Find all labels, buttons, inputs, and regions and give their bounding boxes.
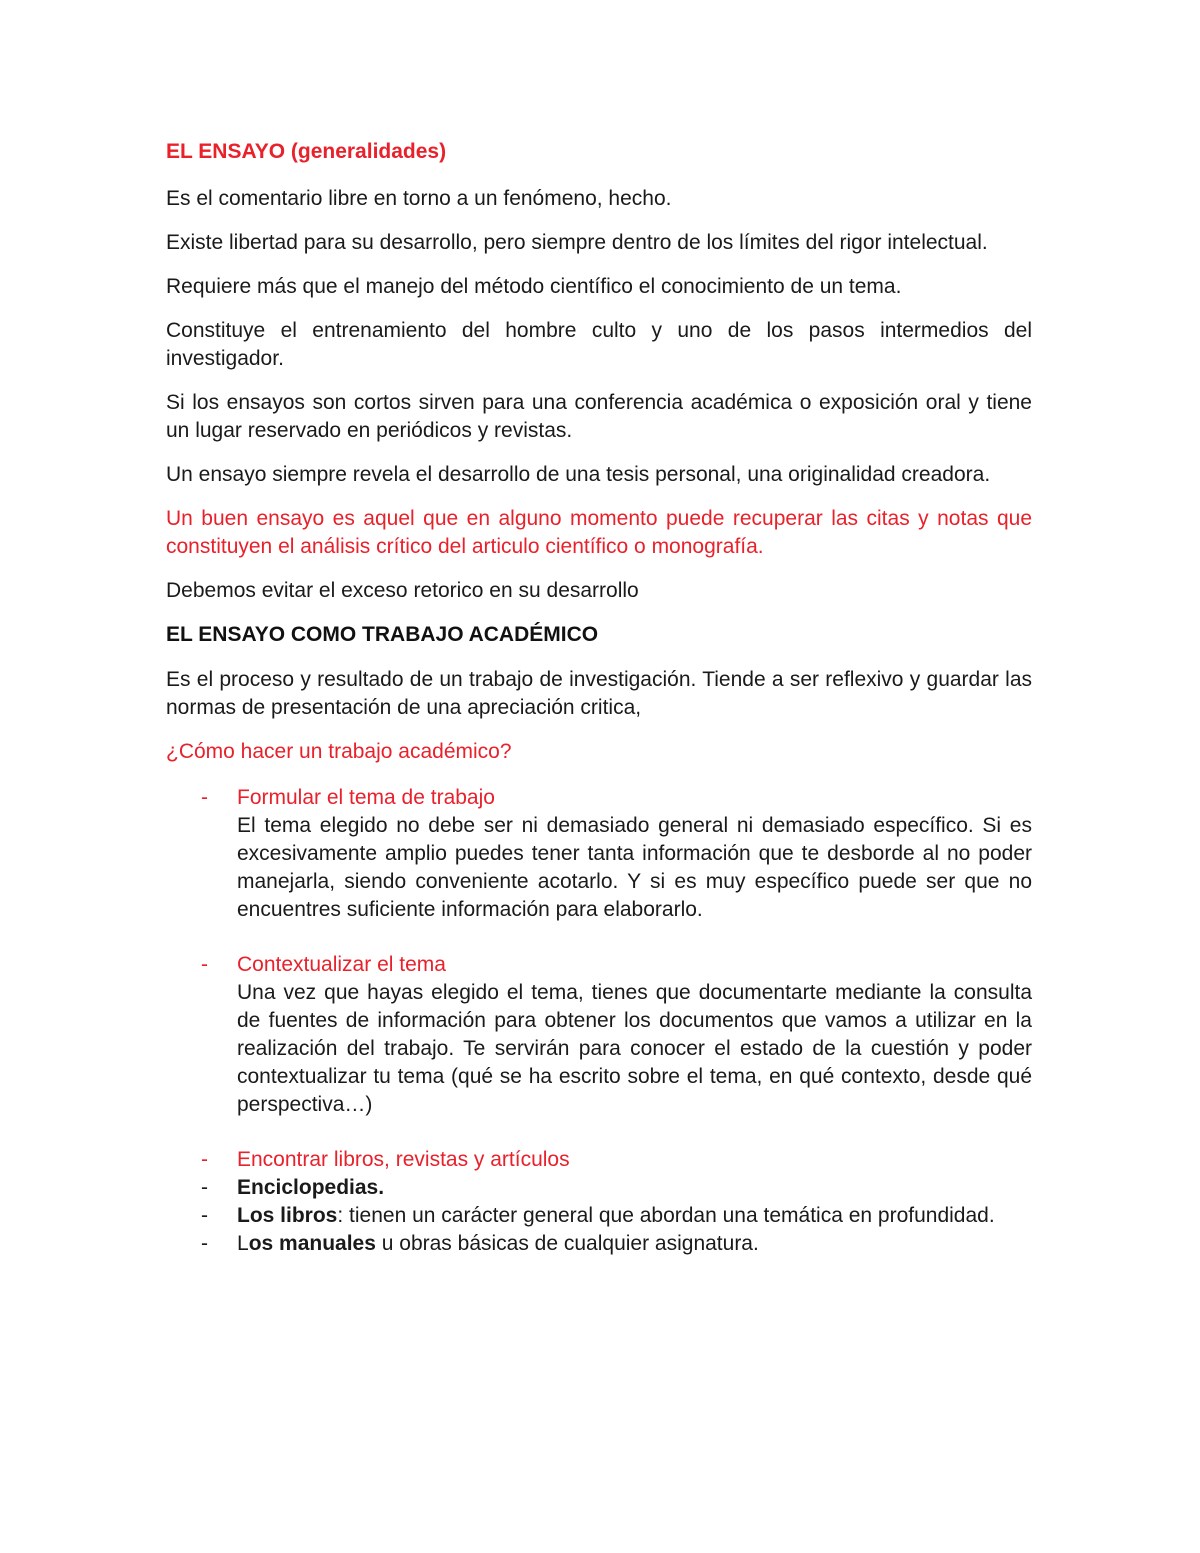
paragraph: Es el comentario libre en torno a un fenómeno, hecho. (166, 187, 672, 210)
paragraph: Un ensayo siempre revela el desarrollo de una tesis personal, una originalidad creadora. (166, 463, 991, 486)
step-body: El tema elegido no debe ser ni demasiado general ni demasiado específico. Si es excesivamente amplio puedes tener tanta información que te desborde al no poder manejarla, siendo conveniente acotarlo. Y si es muy específico puede ser que no encuentres suficiente información para elaborarlo. (237, 814, 1032, 921)
source-item (166, 1230, 1032, 1258)
step-title: Contextualizar el tema (237, 953, 446, 976)
steps-list (166, 784, 1032, 1174)
document-page (166, 138, 1032, 1258)
paragraph: Constituye el entrenamiento del hombre culto y uno de los pasos intermedios del investigador. (166, 319, 1032, 370)
list-item (166, 1146, 1032, 1174)
paragraph: Es el proceso y resultado de un trabajo de investigación. Tiende a ser reflexivo y guardar las normas de presentación de una apreciación critica, (166, 668, 1032, 719)
paragraph: Existe libertad para su desarrollo, pero siempre dentro de los límites del rigor intelectual. (166, 231, 988, 254)
list-dash: - (201, 786, 208, 809)
list-dash: - (201, 1176, 208, 1199)
step-body: Una vez que hayas elegido el tema, tienes que documentarte mediante la consulta de fuentes de información para obtener los documentos que vamos a utilizar en la realización del trabajo. Te servirán para conocer el estado de la cuestión y poder contextualizar tu tema (qué se ha escrito sobre el tema, en qué contexto, desde qué perspectiva…) (237, 981, 1032, 1116)
paragraph: Si los ensayos son cortos sirven para una conferencia académica o exposición oral y tiene un lugar reservado en periódicos y revistas. (166, 391, 1032, 442)
list-dash: - (201, 1232, 208, 1255)
source-description: : tienen un carácter general que abordan una temática en profundidad. (337, 1204, 995, 1227)
step-title: Formular el tema de trabajo (237, 786, 495, 809)
list-dash: - (201, 1204, 208, 1227)
section-title: EL ENSAYO (generalidades) (166, 140, 447, 163)
list-item (166, 784, 1032, 924)
section-heading: EL ENSAYO COMO TRABAJO ACADÉMICO (166, 623, 599, 646)
list-dash: - (201, 953, 208, 976)
source-term: os manuales (248, 1232, 376, 1255)
list-item (166, 951, 1032, 1119)
source-description: u obras básicas de cualquier asignatura. (375, 1232, 759, 1255)
source-item (166, 1174, 1032, 1202)
paragraph: Debemos evitar el exceso retorico en su desarrollo (166, 579, 639, 602)
paragraph: Requiere más que el manejo del método científico el conocimiento de un tema. (166, 275, 902, 298)
step-title: Encontrar libros, revistas y artículos (237, 1148, 570, 1171)
highlight-paragraph: Un buen ensayo es aquel que en alguno momento puede recuperar las citas y notas que constituyen el análisis crítico del articulo científico o monografía. (166, 507, 1032, 558)
list-dash: - (201, 1148, 208, 1171)
source-term: Enciclopedias. (237, 1176, 385, 1199)
source-item (166, 1202, 1032, 1230)
question-heading: ¿Cómo hacer un trabajo académico? (166, 740, 512, 763)
source-term: Los libros (237, 1204, 338, 1227)
source-prefix: L (237, 1232, 249, 1255)
